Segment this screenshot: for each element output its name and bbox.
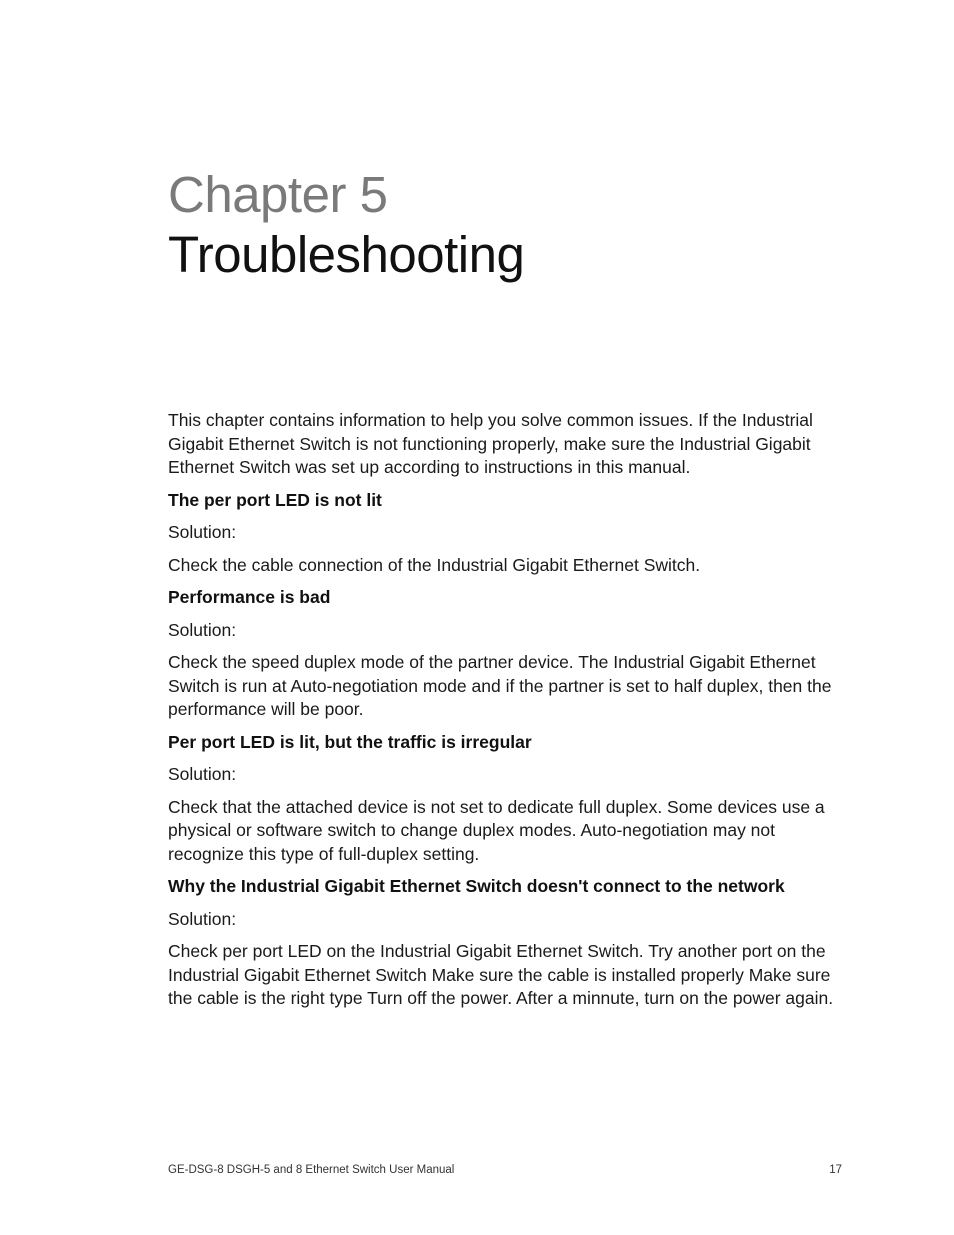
chapter-heading xyxy=(168,165,524,285)
solution-text: Check the speed duplex mode of the partner device. The Industrial Gigabit Ethernet Switch is run at Auto-negotiation mode and if the partner is set to half duplex, then the performance will be poor. xyxy=(168,652,832,719)
solution-text: Check the cable connection of the Industrial Gigabit Ethernet Switch. xyxy=(168,554,701,575)
solution-label: Solution: xyxy=(168,908,237,929)
intro-paragraph: This chapter contains information to help you solve common issues. If the Industrial Gigabit Ethernet Switch is not functioning properly, make sure the Industrial Gigabit Ethernet Switch was set up according to instructions in this manual. xyxy=(168,410,813,477)
solution-label: Solution: xyxy=(168,764,237,784)
footer-page-number: 17 xyxy=(829,1164,842,1176)
chapter-body xyxy=(168,409,840,1020)
solution-text: Check per port LED on the Industrial Gigabit Ethernet Switch. Try another port on the Industrial Gigabit Ethernet Switch Make sure the cable is installed properly Make sure the cable is the right type Turn off the power. After a minnute, turn on the power again. xyxy=(168,941,834,1008)
solution-text: Check that the attached device is not set to dedicate full duplex. Some devices use a physical or software switch to change duplex modes. Auto-negotiation may not recognize this type of full-duplex setting. xyxy=(168,796,825,864)
issue-heading: Why the Industrial Gigabit Ethernet Switch doesn't connect to the network xyxy=(168,876,785,896)
chapter-title: Troubleshooting xyxy=(168,226,525,283)
solution-label: Solution: xyxy=(168,522,237,542)
issue-heading: Per port LED is lit, but the traffic is irregular xyxy=(168,731,532,752)
solution-label: Solution: xyxy=(168,619,237,640)
issue-heading: Performance is bad xyxy=(168,587,331,607)
chapter-number: Chapter 5 xyxy=(168,166,388,223)
footer-document-title: GE-DSG-8 DSGH-5 and 8 Ethernet Switch User Manual xyxy=(168,1164,455,1176)
issue-heading: The per port LED is not lit xyxy=(168,489,382,510)
